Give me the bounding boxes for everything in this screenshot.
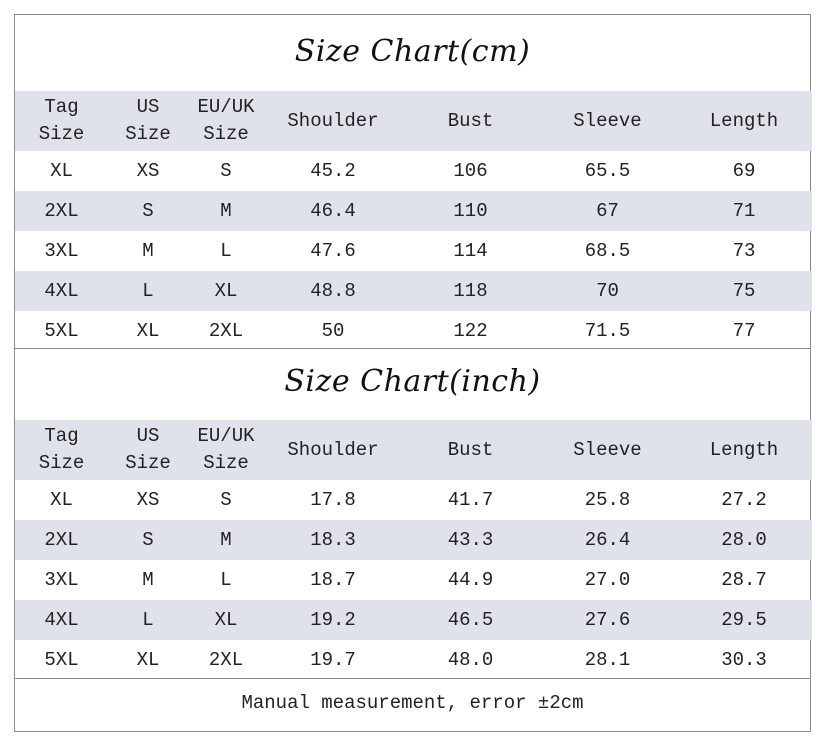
cell-sleeve: 68.5 [584, 240, 631, 262]
col-header-tag-size: Tag Size [15, 420, 108, 480]
cell-bust: 110 [402, 191, 539, 231]
cell-sleeve: 67 [539, 191, 676, 231]
cell-eu-uk-size: XL [188, 271, 264, 311]
cell-sleeve: 28.1 [584, 649, 631, 671]
cell-length: 27.2 [721, 489, 767, 511]
col-header-eu-uk-size: EU/UK Size [188, 91, 264, 151]
table-row [15, 600, 812, 640]
cell-length: 69 [732, 160, 756, 182]
cm-size-table [15, 91, 812, 351]
inch-table-body [15, 480, 812, 680]
inch-header-row [15, 420, 812, 480]
table-row [15, 271, 812, 311]
cell-us-size: L [108, 271, 188, 311]
cell-eu-uk-size: M [188, 191, 264, 231]
inch-size-table [15, 420, 812, 680]
cell-bust: 122 [453, 320, 488, 342]
cell-sleeve: 65.5 [584, 160, 631, 182]
cell-eu-uk-size: L [220, 569, 232, 591]
cell-bust: 48.0 [447, 649, 494, 671]
cell-sleeve: 27.6 [539, 600, 676, 640]
cell-us-size: XS [136, 160, 160, 182]
table-row [15, 151, 812, 191]
col-header-sleeve: Sleeve [539, 420, 676, 480]
cm-table-body [15, 151, 812, 351]
table-row [15, 191, 812, 231]
cell-us-size: M [142, 240, 154, 262]
cell-shoulder: 19.2 [264, 600, 402, 640]
cell-bust: 118 [402, 271, 539, 311]
table-row [15, 231, 812, 271]
cell-eu-uk-size: 2XL [208, 320, 244, 342]
cell-tag-size: 4XL [15, 600, 108, 640]
cell-eu-uk-size: S [220, 489, 232, 511]
col-header-shoulder: Shoulder [264, 420, 402, 480]
cell-shoulder: 45.2 [310, 160, 356, 182]
col-header-us-size: US Size [108, 91, 188, 151]
cell-tag-size: XL [50, 489, 73, 511]
col-header-eu-uk-size: EU/UK Size [188, 420, 264, 480]
cell-tag-size: 2XL [15, 191, 108, 231]
cell-shoulder: 46.4 [264, 191, 402, 231]
col-header-shoulder: Shoulder [264, 91, 402, 151]
cell-shoulder: 47.6 [310, 240, 356, 262]
cell-eu-uk-size: 2XL [208, 649, 244, 671]
cell-tag-size: 2XL [15, 520, 108, 560]
cell-tag-size: 3XL [44, 569, 79, 591]
cell-tag-size: 5XL [44, 649, 79, 671]
col-header-length: Length [676, 420, 812, 480]
cell-tag-size: 3XL [44, 240, 79, 262]
cell-us-size: S [108, 191, 188, 231]
col-header-sleeve: Sleeve [539, 91, 676, 151]
cell-eu-uk-size: XL [188, 600, 264, 640]
cell-sleeve: 25.8 [584, 489, 631, 511]
col-header-bust: Bust [402, 91, 539, 151]
measurement-note: Manual measurement, error ±2cm [241, 692, 584, 714]
cell-length: 28.0 [676, 520, 812, 560]
cell-bust: 43.3 [402, 520, 539, 560]
cell-bust: 106 [453, 160, 488, 182]
cell-eu-uk-size: S [220, 160, 232, 182]
cell-us-size: XL [136, 649, 160, 671]
cell-us-size: M [142, 569, 154, 591]
cell-bust: 44.9 [447, 569, 494, 591]
cell-eu-uk-size: M [188, 520, 264, 560]
table-row [15, 480, 812, 520]
cm-header-row [15, 91, 812, 151]
cell-us-size: L [108, 600, 188, 640]
table-row [15, 520, 812, 560]
cell-eu-uk-size: L [220, 240, 232, 262]
col-header-tag-size: Tag Size [15, 91, 108, 151]
cell-length: 75 [676, 271, 812, 311]
cell-length: 71 [676, 191, 812, 231]
cell-length: 73 [732, 240, 756, 262]
cell-shoulder: 17.8 [310, 489, 356, 511]
table-row [15, 640, 812, 680]
cell-shoulder: 18.7 [310, 569, 356, 591]
cell-tag-size: 5XL [44, 320, 79, 342]
cell-sleeve: 27.0 [584, 569, 631, 591]
cell-us-size: S [108, 520, 188, 560]
table-row [15, 560, 812, 600]
cell-shoulder: 19.7 [310, 649, 356, 671]
cell-shoulder: 18.3 [264, 520, 402, 560]
inch-chart-title: Size Chart(inch) [284, 364, 541, 399]
cell-tag-size: XL [50, 160, 73, 182]
size-chart-frame [14, 14, 811, 732]
cell-sleeve: 70 [539, 271, 676, 311]
cell-us-size: XL [136, 320, 160, 342]
cell-sleeve: 26.4 [539, 520, 676, 560]
cell-shoulder: 50 [321, 320, 345, 342]
cell-tag-size: 4XL [15, 271, 108, 311]
cell-length: 28.7 [721, 569, 767, 591]
col-header-length: Length [676, 91, 812, 151]
cell-bust: 41.7 [447, 489, 494, 511]
col-header-bust: Bust [402, 420, 539, 480]
cell-length: 77 [732, 320, 756, 342]
footer-divider [15, 678, 810, 679]
cell-length: 29.5 [676, 600, 812, 640]
cell-bust: 46.5 [402, 600, 539, 640]
section-divider [15, 348, 810, 349]
table-row [15, 311, 812, 351]
cell-bust: 114 [453, 240, 488, 262]
cm-chart-title: Size Chart(cm) [294, 34, 531, 69]
cell-sleeve: 71.5 [584, 320, 631, 342]
col-header-us-size: US Size [108, 420, 188, 480]
cell-shoulder: 48.8 [264, 271, 402, 311]
cell-length: 30.3 [721, 649, 767, 671]
cell-us-size: XS [136, 489, 160, 511]
